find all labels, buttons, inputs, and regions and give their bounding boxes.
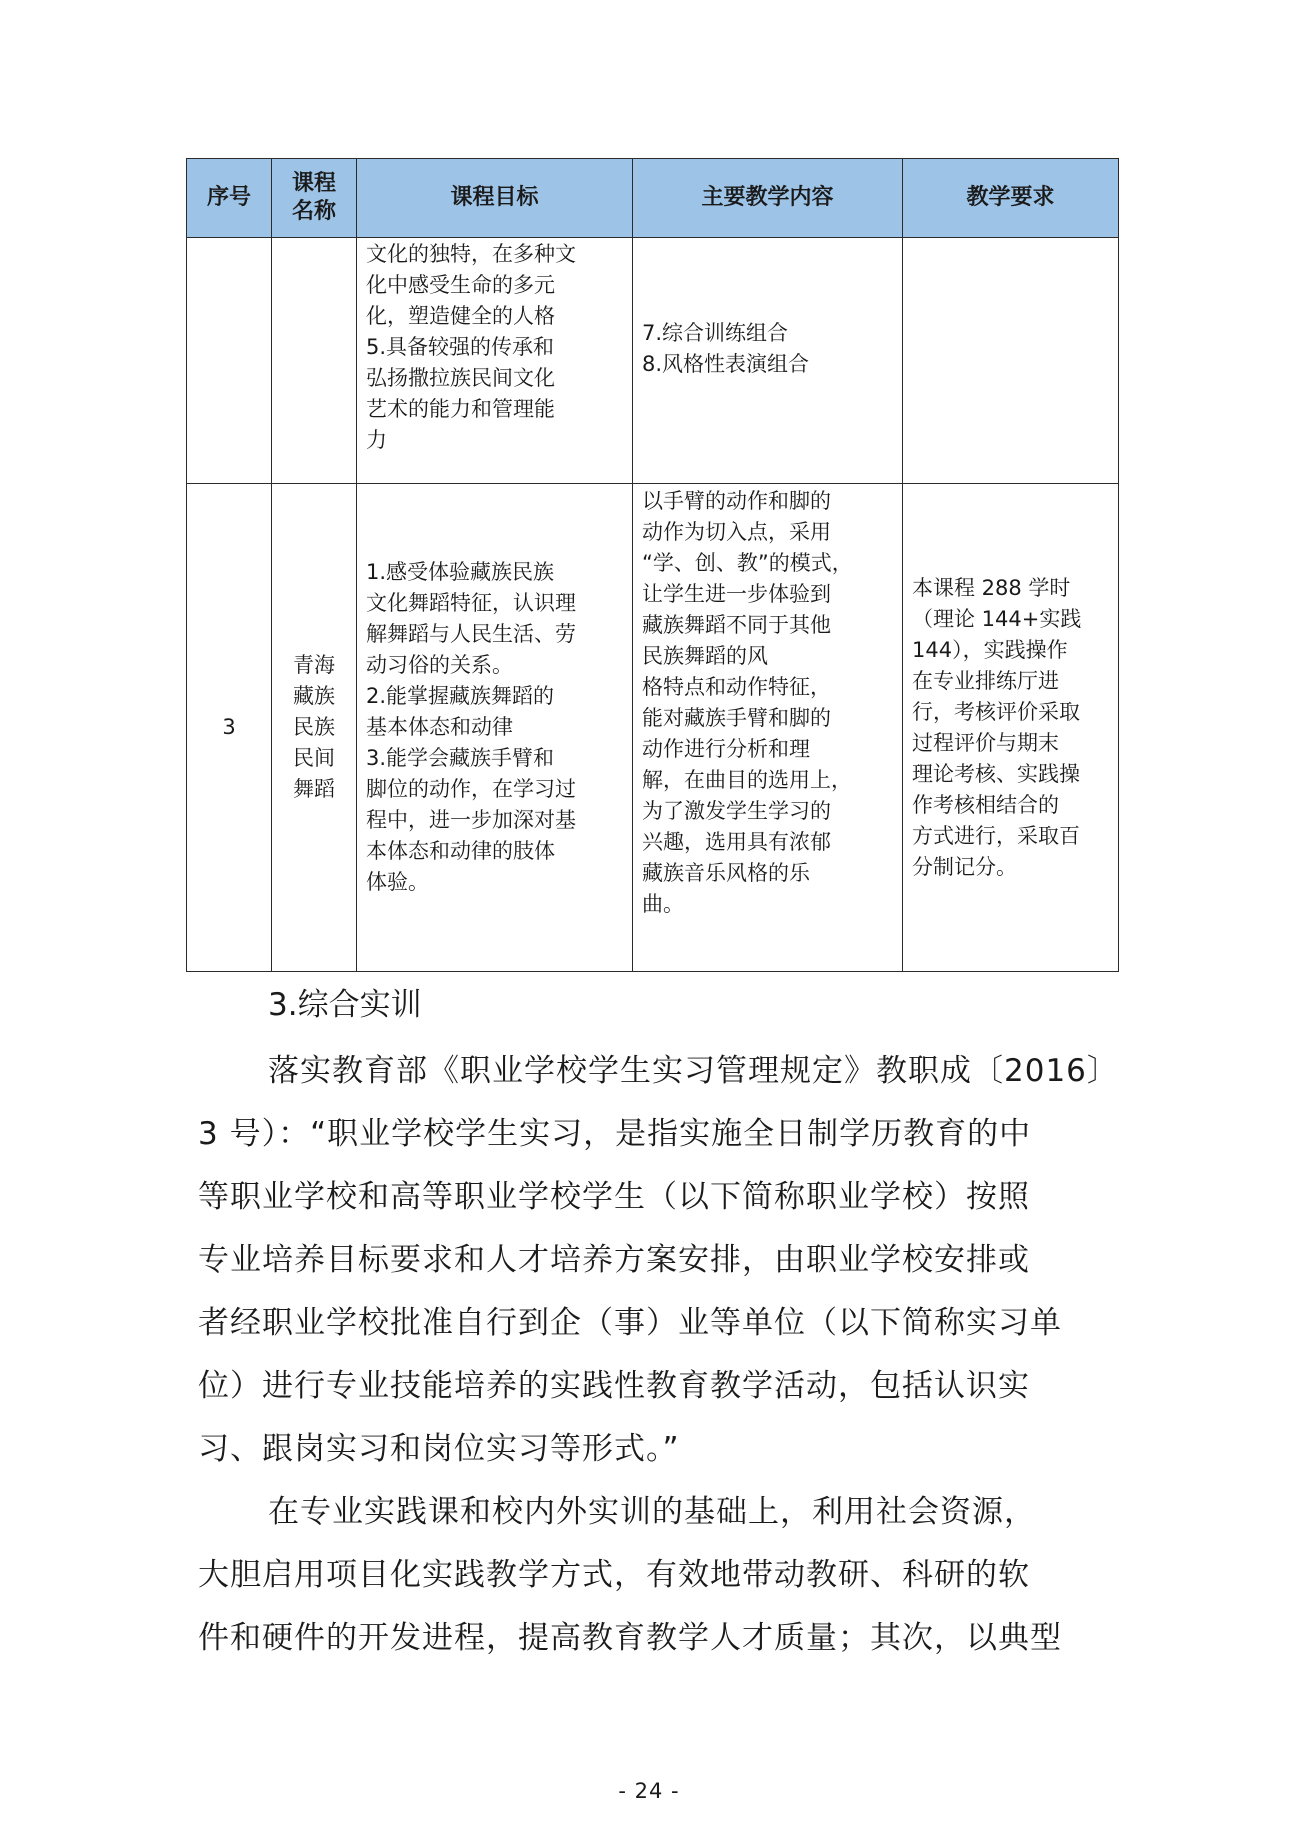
header-teaching-content: 主要教学内容 xyxy=(633,159,903,238)
section-heading: 3.综合实训 xyxy=(268,987,422,1023)
cell-teaching-content: 以手臂的动作和脚的 动作为切入点，采用 “学、创、教”的模式， 让学生进一步体验到 藏族舞蹈不同于其他 民族舞蹈的风 格特点和动作特征， 能对藏族手臂和脚的 动作进行分析和理 解，在曲目的选用上， 为了激发学生学习的 兴趣，选用具有浓郁 藏族音乐风格的乐 曲。 xyxy=(633,484,903,972)
cell-course-goal: 文化的独特，在多种文 化中感受生命的多元 化，塑造健全的人格 5.具备较强的传承和 弘扬撒拉族民间文化 艺术的能力和管理能 力 xyxy=(357,238,633,484)
paragraph-practice-teaching: 在专业实践课和校内外实训的基础上，利用社会资源， 大胆启用项目化实践教学方式，有效地带动教研、科研的软 件和硬件的开发进程，提高教育教学人才质量；其次，以典型 xyxy=(198,1494,1062,1656)
cell-course-goal: 1.感受体验藏族民族 文化舞蹈特征，认识理 解舞蹈与人民生活、劳 动习俗的关系。 2.能掌握藏族舞蹈的 基本体态和动律 3.能学会藏族手臂和 脚位的动作，在学习过 程中，进一步加深对基 本体态和动律的肢体 体验。 xyxy=(357,484,633,972)
cell-teaching-content: 7.综合训练组合 8.风格性表演组合 xyxy=(633,238,903,484)
cell-course-name xyxy=(272,238,357,484)
paragraph-internship-regulation: 落实教育部《职业学校学生实习管理规定》教职成〔2016〕 3 号）：“职业学校学生实习，是指实施全日制学历教育的中 等职业学校和高等职业学校学生（以下简称职业学校）按照 专业培养目标要求和人才培养方案安排，由职业学校安排或 者经职业学校批准自行到企（事）业等单位（以下简称实习单 位）进行专业技能培养的实践性教育教学活动，包括认识实 习、跟岗实习和岗位实习等形式。” xyxy=(198,1053,1119,1467)
cell-teaching-requirement: 本课程 288 学时 （理论 144+实践 144），实践操作 在专业排练厅进 行，考核评价采取 过程评价与期末 理论考核、实践操 作考核相结合的 方式进行，采取百 分制记分。 xyxy=(903,484,1119,972)
table-row xyxy=(187,484,1119,972)
course-table xyxy=(186,158,1119,972)
header-teaching-requirement: 教学要求 xyxy=(903,159,1119,238)
cell-course-name: 青海 藏族 民族 民间 舞蹈 xyxy=(272,484,357,972)
table-header-row xyxy=(187,159,1119,238)
table-row xyxy=(187,238,1119,484)
cell-serial xyxy=(187,238,272,484)
cell-serial: 3 xyxy=(187,484,272,972)
header-course-name: 课程 名称 xyxy=(272,159,357,238)
header-course-goal: 课程目标 xyxy=(357,159,633,238)
cell-teaching-requirement xyxy=(903,238,1119,484)
header-serial: 序号 xyxy=(187,159,272,238)
page-number: - 24 - xyxy=(618,1779,680,1803)
